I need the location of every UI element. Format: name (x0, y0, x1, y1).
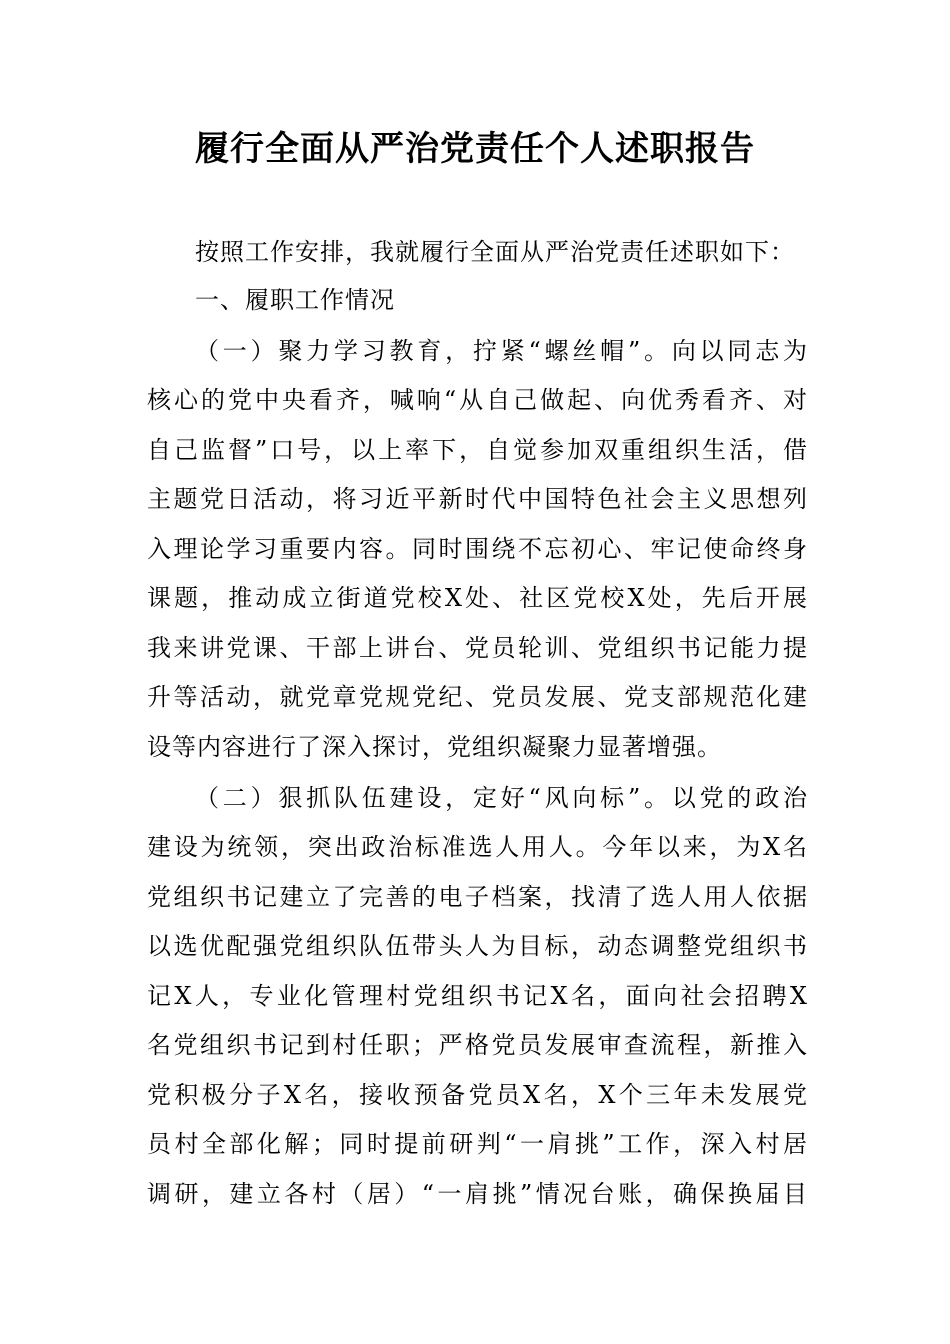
paragraph-line: 员村全部化解；同时提前研判“一肩挑”工作，深入村居 (147, 1130, 807, 1158)
paragraph-line: （一）聚力学习教育，拧紧“螺丝帽”。向以同志为 (195, 337, 807, 365)
paragraph-line: 党组织书记建立了完善的电子档案，找清了选人用人依据 (147, 883, 807, 911)
paragraph-line: （二）狠抓队伍建设，定好“风向标”。以党的政治 (195, 784, 807, 812)
paragraph-line: 设等内容进行了深入探讨，党组织凝聚力显著增强。 (147, 733, 722, 761)
document-title: 履行全面从严治党责任个人述职报告 (195, 129, 755, 169)
paragraph-line: 课题，推动成立街道党校X处、社区党校X处，先后开展 (147, 584, 807, 612)
paragraph-line: 主题党日活动，将习近平新时代中国特色社会主义思想列 (147, 485, 807, 513)
paragraph-line: 自己监督”口号，以上率下，自觉参加双重组织生活，借 (147, 436, 807, 464)
paragraph-line: 升等活动，就党章党规党纪、党员发展、党支部规范化建 (147, 683, 807, 711)
section-heading: 一、履职工作情况 (195, 286, 395, 314)
intro-line: 按照工作安排，我就履行全面从严治党责任述职如下： (195, 238, 795, 266)
paragraph-line: 我来讲党课、干部上讲台、党员轮训、党组织书记能力提 (147, 634, 807, 662)
paragraph-line: 核心的党中央看齐，喊响“从自己做起、向优秀看齐、对 (147, 386, 807, 414)
paragraph-line: 名党组织书记到村任职；严格党员发展审查流程，新推入 (147, 1031, 807, 1059)
paragraph-line: 以选优配强党组织队伍带头人为目标，动态调整党组织书 (147, 932, 807, 960)
paragraph-line: 建设为统领，突出政治标准选人用人。今年以来，为X名 (147, 833, 807, 861)
paragraph-line: 入理论学习重要内容。同时围绕不忘初心、牢记使命终身 (147, 535, 807, 563)
paragraph-line: 党积极分子X名，接收预备党员X名，X个三年未发展党 (147, 1081, 807, 1109)
paragraph-line: 记X人，专业化管理村党组织书记X名，面向社会招聘X (147, 982, 807, 1010)
paragraph-line: 调研，建立各村（居）“一肩挑”情况台账，确保换届目 (147, 1180, 807, 1208)
